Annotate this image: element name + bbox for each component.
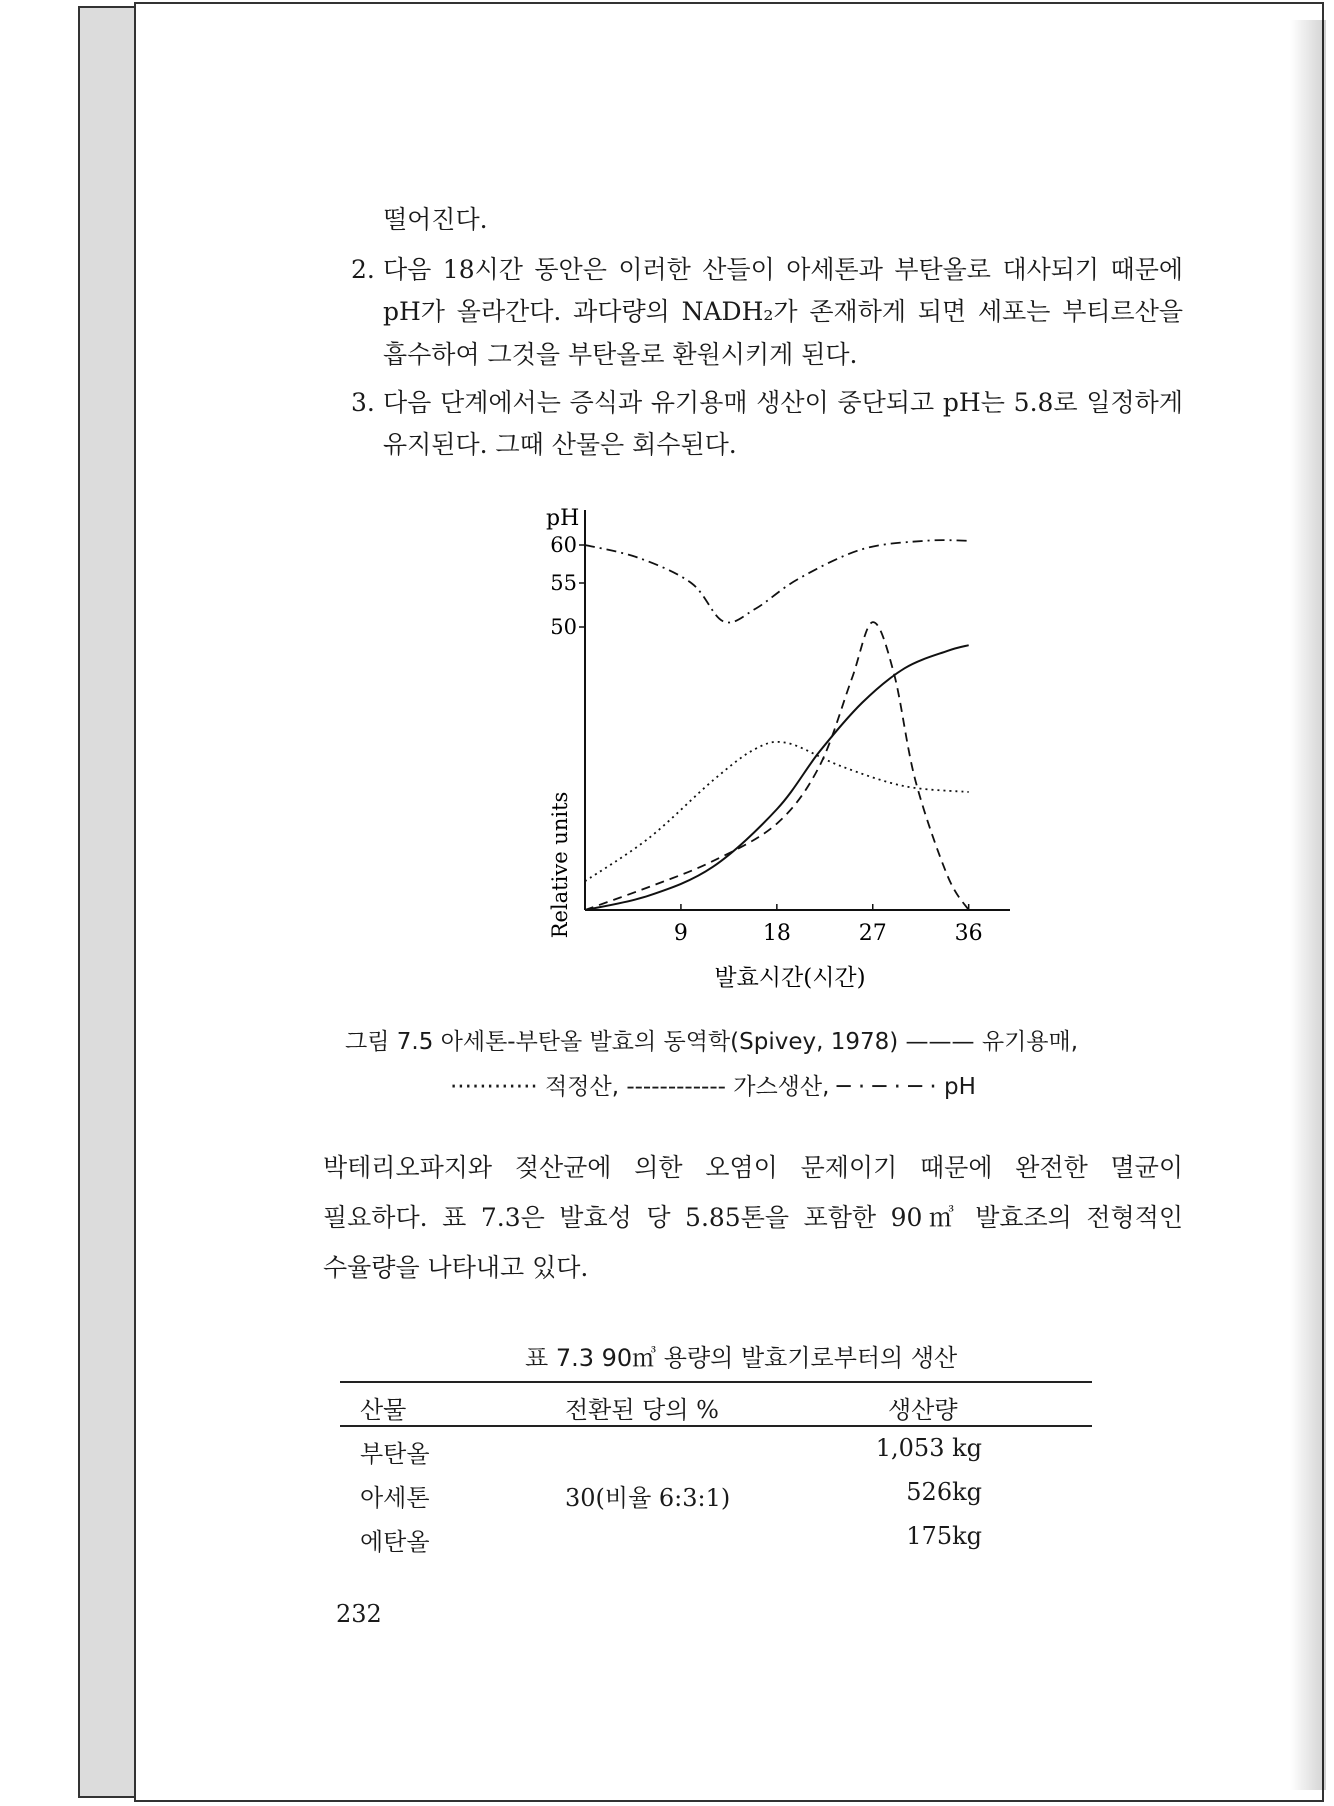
text-line: 박테리오파지와 젖산균에 의한 오염이 문제이기 때문에 완전한 멸균이 xyxy=(323,1153,1183,1182)
page-number: 232 xyxy=(336,1600,382,1628)
x-axis-label: 발효시간(시간) xyxy=(714,965,866,991)
table-cell-percent: 30(비율 6:3:1) xyxy=(565,1484,731,1512)
series-line-dashdot xyxy=(585,540,969,622)
table-header-product: 산물 xyxy=(360,1396,407,1424)
table-title: 표 7.3 90㎥ 용량의 발효기로부터의 생산 xyxy=(525,1344,958,1372)
table-header-rule xyxy=(340,1425,1092,1427)
text-line: pH가 올라간다. 과다량의 NADH₂가 존재하게 되면 세포는 부티르산을 xyxy=(383,297,1183,326)
ph-tick-label: 60 xyxy=(550,533,577,557)
y-axis-label: Relative units xyxy=(548,791,572,939)
figure-caption-line2: ············ 적정산, ------------ 가스생산, ─ · ─ · ─ · pH xyxy=(450,1074,976,1100)
x-tick-label: 36 xyxy=(954,921,983,946)
table-header-percent: 전환된 당의 % xyxy=(565,1396,719,1424)
list-number: 2. xyxy=(351,255,375,284)
x-tick-label: 9 xyxy=(673,921,688,946)
table-header-amount: 생산량 xyxy=(888,1396,958,1424)
text-line: 떨어진다. xyxy=(383,205,488,234)
table-cell-amount: 526kg xyxy=(906,1478,982,1506)
table-cell-product: 부탄올 xyxy=(360,1440,430,1468)
text-line: 필요하다. 표 7.3은 발효성 당 5.85톤을 포함한 90㎥ 발효조의 전형적인 xyxy=(323,1203,1183,1232)
page-shadow xyxy=(1290,20,1326,1790)
table-cell-product: 아세톤 xyxy=(360,1484,430,1512)
table-cell-amount: 175kg xyxy=(906,1522,982,1550)
series-line-solid xyxy=(585,645,969,910)
ph-tick-label: 50 xyxy=(550,615,577,639)
book-spine-edge xyxy=(78,6,136,1798)
table-top-rule xyxy=(340,1381,1092,1383)
ph-axis-label: pH xyxy=(546,506,580,531)
list-number: 3. xyxy=(351,388,375,417)
table-cell-product: 에탄올 xyxy=(360,1528,430,1556)
fermentation-kinetics-chart xyxy=(520,495,1020,1005)
text-line: 유지된다. 그때 산물은 회수된다. xyxy=(383,430,737,459)
figure-caption-line1: 그림 7.5 아세톤-부탄올 발효의 동역학(Spivey, 1978) ——— 유기용매, xyxy=(345,1029,1079,1055)
text-line: 다음 단계에서는 증식과 유기용매 생산이 중단되고 pH는 5.8로 일정하게 xyxy=(383,388,1183,417)
text-line: 다음 18시간 동안은 이러한 산들이 아세톤과 부탄올로 대사되기 때문에 xyxy=(383,255,1183,284)
x-tick-label: 27 xyxy=(858,921,887,946)
table-cell-amount: 1,053 kg xyxy=(875,1434,982,1462)
ph-tick-label: 55 xyxy=(550,571,577,595)
text-line: 수율량을 나타내고 있다. xyxy=(323,1253,589,1282)
x-tick-label: 18 xyxy=(762,921,791,946)
text-line: 흡수하여 그것을 부탄올로 환원시키게 된다. xyxy=(383,340,858,369)
